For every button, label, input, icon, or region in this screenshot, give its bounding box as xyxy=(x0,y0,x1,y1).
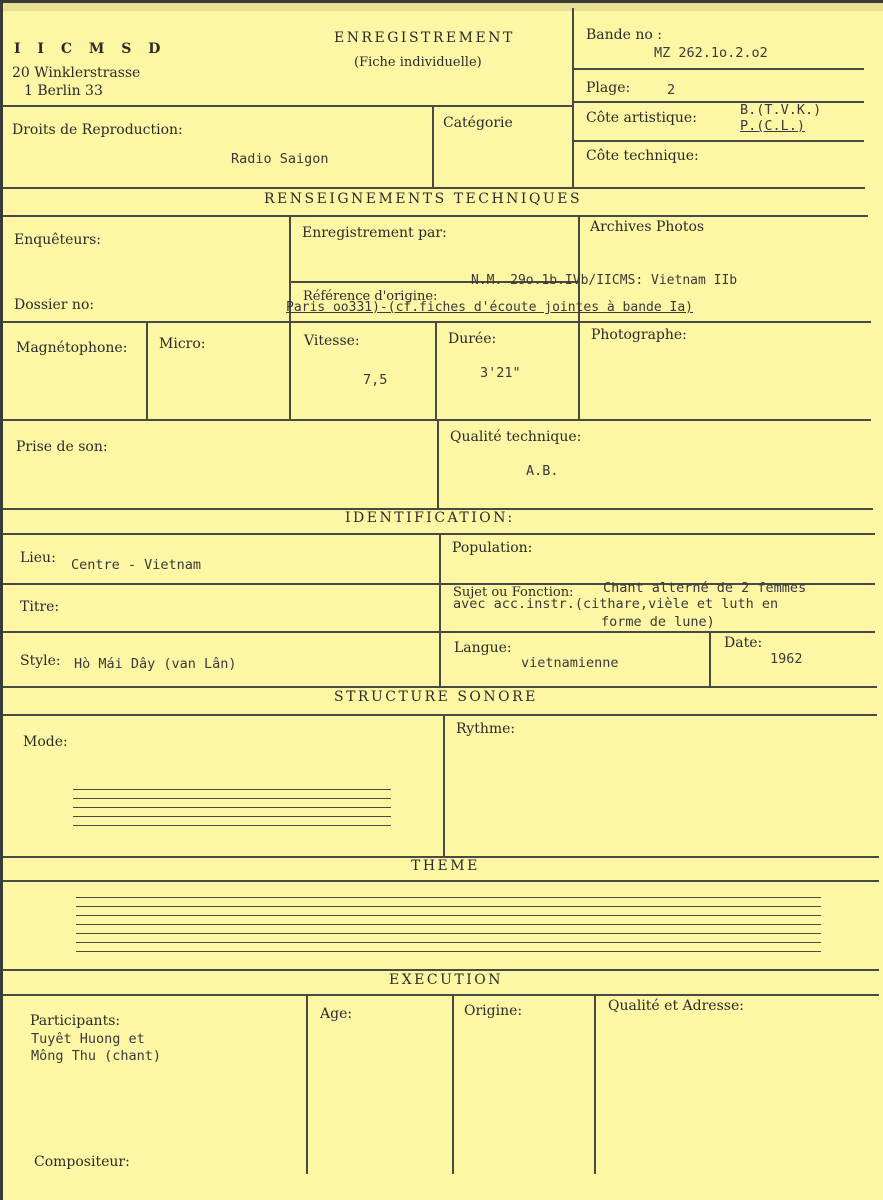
rule xyxy=(3,969,879,971)
cote-artistique-value-1: B.(T.V.K.) xyxy=(740,102,822,118)
rule xyxy=(289,215,291,419)
origine-label: Origine: xyxy=(464,1003,523,1019)
enqueteurs-label: Enquêteurs: xyxy=(14,232,102,248)
section-identification-heading: IDENTIFICATION: xyxy=(345,510,515,526)
qualite-technique-label: Qualité technique: xyxy=(450,429,582,445)
writing-line xyxy=(73,807,391,808)
duree-value: 3'21" xyxy=(480,365,521,381)
writing-line xyxy=(76,933,821,934)
rule xyxy=(432,105,434,187)
rule xyxy=(572,8,574,188)
writing-line xyxy=(76,915,821,916)
writing-line xyxy=(73,816,391,817)
cote-technique-label: Côte technique: xyxy=(586,148,699,164)
institute-street: 20 Winklerstrasse xyxy=(12,65,141,81)
rule xyxy=(435,321,437,419)
style-value: Hò Mái Dây (van Lân) xyxy=(74,656,237,672)
writing-line xyxy=(73,825,391,826)
writing-line xyxy=(73,789,391,790)
bande-label: Bande no : xyxy=(586,27,662,43)
rule xyxy=(443,714,445,856)
vitesse-value: 7,5 xyxy=(363,372,388,388)
participants-value-1: Tuyêt Huong et xyxy=(31,1031,145,1047)
institute-city: 1 Berlin 33 xyxy=(24,83,103,99)
micro-label: Micro: xyxy=(159,336,206,352)
card-title: ENREGISTREMENT xyxy=(334,30,515,46)
langue-label: Langue: xyxy=(454,640,512,656)
langue-value: vietnamienne xyxy=(521,655,619,671)
qualite-technique-value: A.B. xyxy=(526,463,559,479)
cote-artistique-label: Côte artistique: xyxy=(586,110,697,126)
participants-value-2: Mông Thu (chant) xyxy=(31,1048,162,1064)
writing-line xyxy=(73,798,391,799)
reference-value-2: Paris oo331)-(cf.fiches d'écoute jointes à bande Ia) xyxy=(286,300,693,315)
reference-value-1: N.M. 29o.1b.IVb/IICMS: Vietnam IIb xyxy=(471,273,738,288)
prise-de-son-label: Prise de son: xyxy=(16,439,108,455)
rule xyxy=(3,215,868,217)
mode-label: Mode: xyxy=(23,734,68,750)
section-execution-heading: EXECUTION xyxy=(389,972,504,988)
lieu-label: Lieu: xyxy=(20,550,56,566)
style-label: Style: xyxy=(20,653,61,669)
rule xyxy=(578,215,580,419)
section-tech-heading: RENSEIGNEMENTS TECHNIQUES xyxy=(264,191,583,207)
writing-line xyxy=(76,942,821,943)
index-card xyxy=(3,3,883,1200)
rule xyxy=(709,631,711,686)
droits-label: Droits de Reproduction: xyxy=(12,122,183,138)
rule xyxy=(452,994,454,1174)
magnetophone-label: Magnétophone: xyxy=(16,340,128,356)
sujet-value-1: Chant alterné de 2 femmes xyxy=(603,580,807,596)
writing-line xyxy=(76,897,821,898)
reference-label: Référence d'origine: xyxy=(303,289,438,304)
plage-label: Plage: xyxy=(586,80,631,96)
rule xyxy=(3,105,574,107)
institute-name: I I C M S D xyxy=(14,41,167,57)
rule xyxy=(3,714,877,716)
sujet-value-3: forme de lune) xyxy=(601,614,715,630)
date-value: 1962 xyxy=(770,651,803,667)
writing-line xyxy=(76,906,821,907)
age-label: Age: xyxy=(320,1006,353,1022)
writing-line xyxy=(76,924,821,925)
rule xyxy=(306,994,308,1174)
dossier-label: Dossier no: xyxy=(14,297,95,313)
population-label: Population: xyxy=(452,540,533,556)
rythme-label: Rythme: xyxy=(456,721,516,737)
rule xyxy=(3,321,871,323)
sujet-value-2: avec acc.instr.(cithare,vièle et luth en xyxy=(453,596,779,612)
compositeur-label: Compositeur: xyxy=(34,1154,130,1170)
categorie-label: Catégorie xyxy=(443,115,513,131)
section-theme-heading: THEME xyxy=(411,858,480,874)
rule xyxy=(146,321,148,419)
lieu-value: Centre - Vietnam xyxy=(71,557,202,573)
droits-value: Radio Saigon xyxy=(231,151,329,167)
rule xyxy=(3,880,879,882)
duree-label: Durée: xyxy=(448,331,497,347)
photographe-label: Photographe: xyxy=(591,327,687,343)
vitesse-label: Vitesse: xyxy=(304,333,360,349)
participants-label: Participants: xyxy=(30,1013,121,1029)
rule xyxy=(574,140,864,142)
qualite-adresse-label: Qualité et Adresse: xyxy=(608,998,744,1014)
archives-photos-label: Archives Photos xyxy=(590,219,705,235)
section-structure-heading: STRUCTURE SONORE xyxy=(334,689,538,705)
rule xyxy=(3,187,865,189)
rule xyxy=(3,686,877,688)
rule xyxy=(437,419,439,508)
writing-line xyxy=(76,951,821,952)
rule xyxy=(439,533,441,686)
rule xyxy=(594,994,596,1174)
plage-value: 2 xyxy=(667,82,676,98)
rule xyxy=(3,994,879,996)
bande-value: MZ 262.1o.2.o2 xyxy=(654,45,768,61)
card-subtitle: (Fiche individuelle) xyxy=(354,55,482,70)
cote-artistique-value-2: P.(C.L.) xyxy=(740,118,806,134)
titre-label: Titre: xyxy=(20,599,60,615)
enregistrement-par-label: Enregistrement par: xyxy=(302,225,447,241)
sujet-label: Sujet ou Fonction: xyxy=(453,585,574,600)
rule xyxy=(574,68,864,70)
date-label: Date: xyxy=(724,635,763,651)
